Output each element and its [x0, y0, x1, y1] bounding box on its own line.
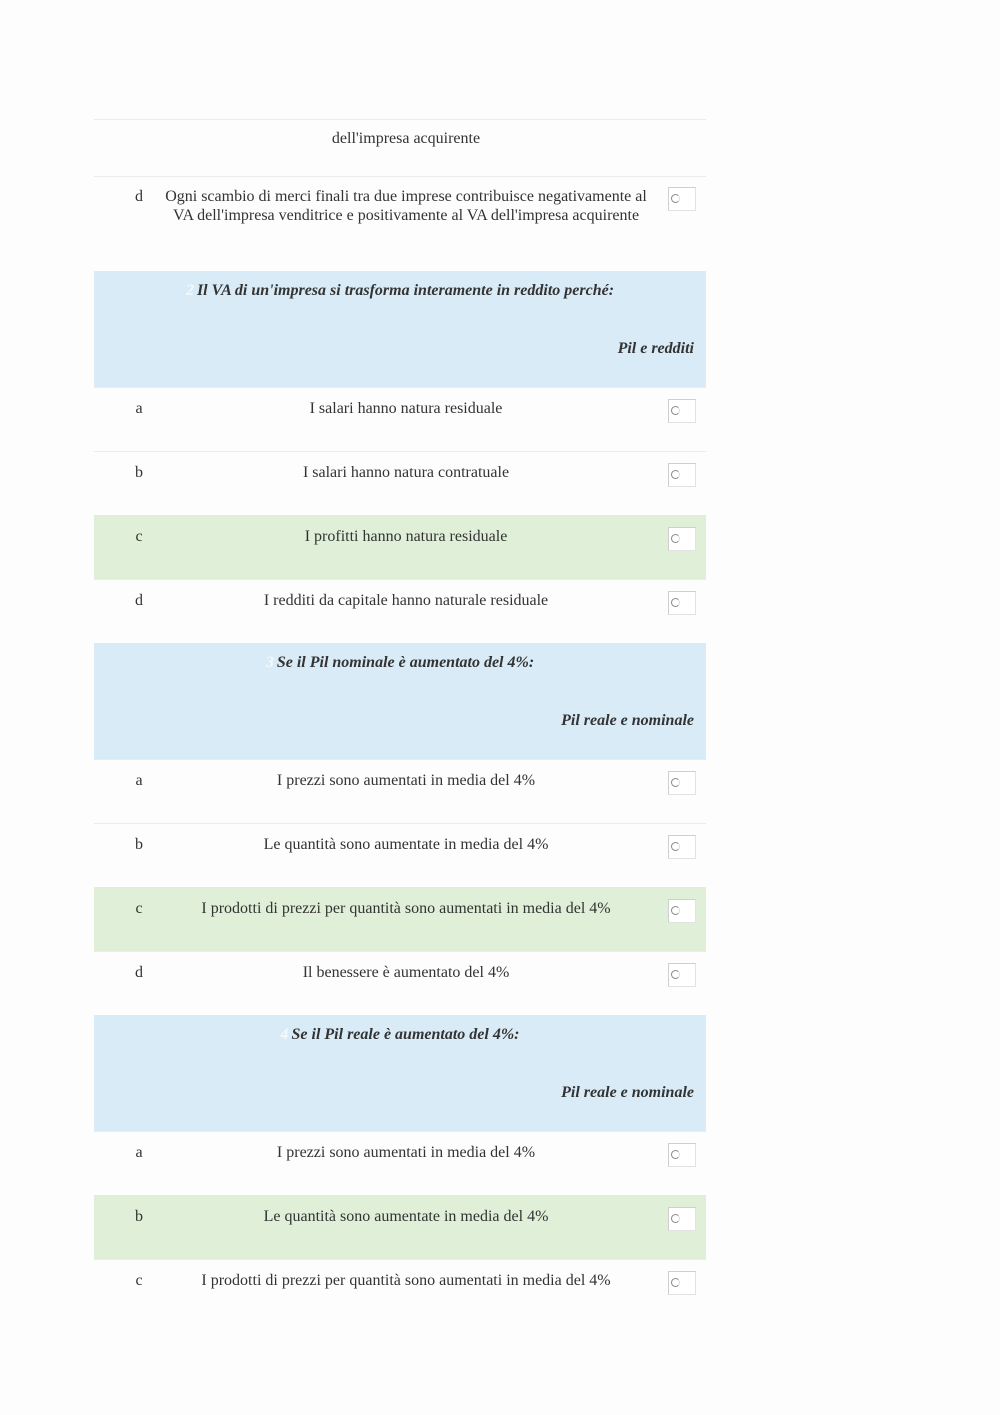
question-text: [94, 282, 706, 300]
option-row-q4-c: [94, 1259, 706, 1310]
option-letter: b: [135, 1208, 143, 1225]
radio-icon[interactable]: [668, 463, 696, 487]
option-text: Le quantità sono aumentate in media del 4%: [263, 1208, 549, 1225]
option-letter: c: [135, 1272, 143, 1289]
option-letter: a: [135, 772, 143, 789]
option-row-q3-a: [94, 759, 706, 823]
option-text: I salari hanno natura contratuale: [302, 464, 510, 481]
option-row-q1-d: [94, 176, 706, 271]
question-label: Il VA di un'impresa si trasforma interamente in reddito perché:: [196, 282, 615, 299]
option-letter: d: [135, 592, 143, 609]
question-header-3: [94, 643, 706, 759]
radio-icon[interactable]: [668, 771, 696, 795]
question-text: [94, 654, 706, 672]
option-row-q3-d: [94, 951, 706, 1015]
option-text: I profitti hanno natura residuale: [304, 528, 508, 545]
option-letter: b: [135, 464, 143, 481]
question-header-2: [94, 271, 706, 387]
question-label: Se il Pil reale è aumentato del 4%:: [291, 1026, 520, 1043]
question-topic: Pil reale e nominale: [561, 712, 694, 729]
radio-icon[interactable]: [668, 1207, 696, 1231]
question-topic: Pil e redditi: [617, 340, 694, 357]
option-text: I redditi da capitale hanno naturale residuale: [263, 592, 549, 609]
option-row-q4-b: [94, 1195, 706, 1259]
option-row-q4-a: [94, 1131, 706, 1195]
option-letter: d: [135, 964, 143, 981]
question-label: Se il Pil nominale è aumentato del 4%:: [276, 654, 535, 671]
option-letter: d: [135, 188, 143, 205]
option-text: Le quantità sono aumentate in media del 4%: [263, 836, 549, 853]
option-row-q2-d: [94, 579, 706, 643]
option-text: I prezzi sono aumentati in media del 4%: [276, 772, 536, 789]
option-row-q1-fragment: [94, 119, 706, 176]
option-text: Ogni scambio di merci finali tra due imprese contribuisce negativamente al VA dell'impresa venditrice e positivamente al VA dell'impresa acquirente: [165, 188, 647, 224]
option-row-q3-b: [94, 823, 706, 887]
quiz: [94, 119, 706, 1310]
option-letter: b: [135, 836, 143, 853]
radio-icon[interactable]: [668, 399, 696, 423]
question-text: [94, 1026, 706, 1044]
option-letter: c: [135, 900, 143, 917]
option-row-q2-c: [94, 515, 706, 579]
question-number: 3: [265, 654, 274, 671]
option-text: I prodotti di prezzi per quantità sono aumentati in media del 4%: [201, 1272, 611, 1289]
radio-icon[interactable]: [668, 899, 696, 923]
radio-icon[interactable]: [668, 1143, 696, 1167]
option-row-q2-b: [94, 451, 706, 515]
radio-icon[interactable]: [668, 835, 696, 859]
radio-icon[interactable]: [668, 1271, 696, 1295]
option-text: Il benessere è aumentato del 4%: [302, 964, 510, 981]
option-letter: c: [135, 528, 143, 545]
option-text: I prezzi sono aumentati in media del 4%: [276, 1144, 536, 1161]
radio-icon[interactable]: [668, 963, 696, 987]
radio-icon[interactable]: [668, 187, 696, 211]
question-topic: Pil reale e nominale: [561, 1084, 694, 1101]
question-number: 2: [185, 282, 194, 299]
option-text: I prodotti di prezzi per quantità sono aumentati in media del 4%: [201, 900, 611, 917]
option-letter: a: [135, 1144, 143, 1161]
question-header-4: [94, 1015, 706, 1131]
question-number: 4: [280, 1026, 289, 1043]
radio-icon[interactable]: [668, 591, 696, 615]
option-text: I salari hanno natura residuale: [309, 400, 503, 417]
option-letter: a: [135, 400, 143, 417]
radio-icon[interactable]: [668, 527, 696, 551]
option-row-q3-c: [94, 887, 706, 951]
option-row-q2-a: [94, 387, 706, 451]
option-text: dell'impresa acquirente: [331, 130, 481, 147]
